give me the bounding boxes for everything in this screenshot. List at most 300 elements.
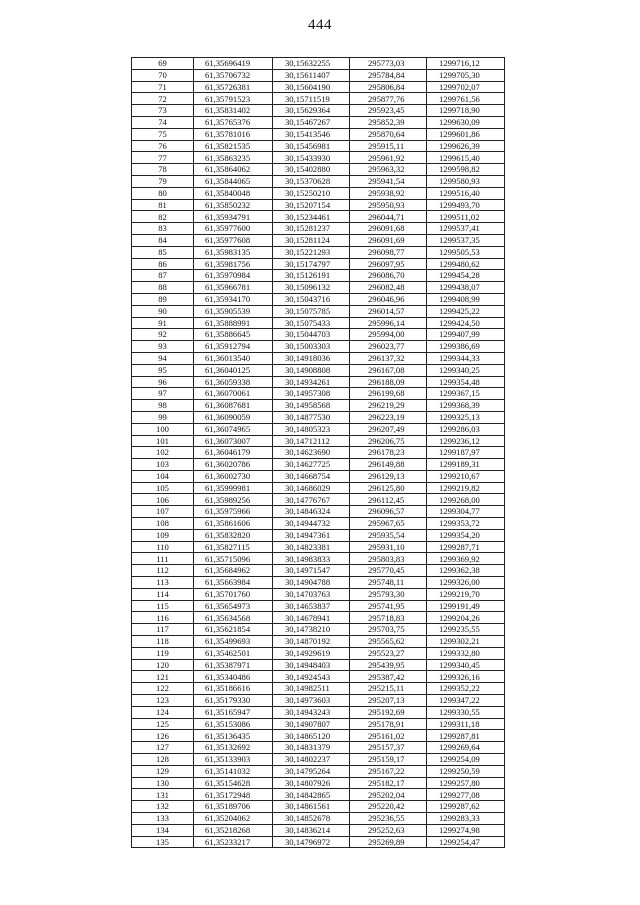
latitude-cell: 61,35840048 — [194, 187, 273, 199]
y-coordinate-cell: 1299353,72 — [427, 518, 505, 530]
table-row — [132, 706, 505, 718]
latitude-cell: 61,35654973 — [194, 600, 273, 612]
longitude-cell: 30,14943243 — [273, 706, 350, 718]
point-number-cell: 89 — [132, 293, 194, 305]
x-coordinate-cell: 295748,11 — [350, 577, 427, 589]
point-number-cell: 80 — [132, 187, 194, 199]
latitude-cell: 61,36059338 — [194, 376, 273, 388]
point-number-cell: 82 — [132, 211, 194, 223]
longitude-cell: 30,15370628 — [273, 175, 350, 187]
x-coordinate-cell: 295159,17 — [350, 754, 427, 766]
latitude-cell: 61,35136435 — [194, 730, 273, 742]
latitude-cell: 61,35844065 — [194, 175, 273, 187]
longitude-cell: 30,14877530 — [273, 411, 350, 423]
point-number-cell: 125 — [132, 718, 194, 730]
longitude-cell: 30,15043716 — [273, 293, 350, 305]
longitude-cell: 30,14957308 — [273, 388, 350, 400]
x-coordinate-cell: 295803,83 — [350, 553, 427, 565]
x-coordinate-cell: 295167,22 — [350, 765, 427, 777]
table-row — [132, 447, 505, 459]
y-coordinate-cell: 1299630,09 — [427, 116, 505, 128]
latitude-cell: 61,35726381 — [194, 81, 273, 93]
latitude-cell: 61,35791523 — [194, 93, 273, 105]
latitude-cell: 61,35989256 — [194, 494, 273, 506]
latitude-cell: 61,35634568 — [194, 612, 273, 624]
point-number-cell: 108 — [132, 518, 194, 530]
table-row — [132, 836, 505, 848]
table-row — [132, 765, 505, 777]
table-row — [132, 695, 505, 707]
table-row — [132, 187, 505, 199]
y-coordinate-cell: 1299511,02 — [427, 211, 505, 223]
y-coordinate-cell: 1299189,31 — [427, 459, 505, 471]
y-coordinate-cell: 1299250,59 — [427, 765, 505, 777]
latitude-cell: 61,35165947 — [194, 706, 273, 718]
y-coordinate-cell: 1299407,99 — [427, 329, 505, 341]
y-coordinate-cell: 1299219,70 — [427, 588, 505, 600]
table-row — [132, 529, 505, 541]
table-row — [132, 612, 505, 624]
table-row — [132, 789, 505, 801]
longitude-cell: 30,14703763 — [273, 588, 350, 600]
y-coordinate-cell: 1299219,82 — [427, 482, 505, 494]
table-row — [132, 577, 505, 589]
point-number-cell: 98 — [132, 400, 194, 412]
point-number-cell: 135 — [132, 836, 194, 848]
x-coordinate-cell: 296098,77 — [350, 246, 427, 258]
y-coordinate-cell: 1299354,48 — [427, 376, 505, 388]
latitude-cell: 61,35706732 — [194, 69, 273, 81]
y-coordinate-cell: 1299325,13 — [427, 411, 505, 423]
longitude-cell: 30,14686029 — [273, 482, 350, 494]
y-coordinate-cell: 1299408,99 — [427, 293, 505, 305]
latitude-cell: 61,35863235 — [194, 152, 273, 164]
longitude-cell: 30,15174797 — [273, 258, 350, 270]
table-row — [132, 317, 505, 329]
x-coordinate-cell: 295252,63 — [350, 824, 427, 836]
point-number-cell: 123 — [132, 695, 194, 707]
table-row — [132, 305, 505, 317]
x-coordinate-cell: 296223,19 — [350, 411, 427, 423]
y-coordinate-cell: 1299598,82 — [427, 164, 505, 176]
longitude-cell: 30,14807926 — [273, 777, 350, 789]
table-row — [132, 553, 505, 565]
x-coordinate-cell: 295935,54 — [350, 529, 427, 541]
longitude-cell: 30,15096132 — [273, 282, 350, 294]
x-coordinate-cell: 295931,10 — [350, 541, 427, 553]
point-number-cell: 76 — [132, 140, 194, 152]
x-coordinate-cell: 295877,76 — [350, 93, 427, 105]
point-number-cell: 85 — [132, 246, 194, 258]
y-coordinate-cell: 1299311,18 — [427, 718, 505, 730]
y-coordinate-cell: 1299283,33 — [427, 813, 505, 825]
latitude-cell: 61,36087681 — [194, 400, 273, 412]
table-row — [132, 199, 505, 211]
x-coordinate-cell: 296046,96 — [350, 293, 427, 305]
x-coordinate-cell: 296167,08 — [350, 364, 427, 376]
table-row — [132, 541, 505, 553]
x-coordinate-cell: 296086,70 — [350, 270, 427, 282]
table-row — [132, 105, 505, 117]
x-coordinate-cell: 296178,23 — [350, 447, 427, 459]
longitude-cell: 30,14947361 — [273, 529, 350, 541]
point-number-cell: 112 — [132, 565, 194, 577]
longitude-cell: 30,14712112 — [273, 435, 350, 447]
y-coordinate-cell: 1299269,64 — [427, 742, 505, 754]
longitude-cell: 30,14870192 — [273, 636, 350, 648]
latitude-cell: 61,35977600 — [194, 223, 273, 235]
table-row — [132, 494, 505, 506]
y-coordinate-cell: 1299210,67 — [427, 470, 505, 482]
y-coordinate-cell: 1299438,07 — [427, 282, 505, 294]
table-row — [132, 140, 505, 152]
latitude-cell: 61,35765376 — [194, 116, 273, 128]
y-coordinate-cell: 1299287,62 — [427, 801, 505, 813]
table-row — [132, 730, 505, 742]
longitude-cell: 30,14929619 — [273, 647, 350, 659]
point-number-cell: 126 — [132, 730, 194, 742]
table-row — [132, 411, 505, 423]
y-coordinate-cell: 1299191,49 — [427, 600, 505, 612]
table-row — [132, 813, 505, 825]
latitude-cell: 61,35701760 — [194, 588, 273, 600]
longitude-cell: 30,14796972 — [273, 836, 350, 848]
longitude-cell: 30,15281237 — [273, 223, 350, 235]
latitude-cell: 61,36074965 — [194, 423, 273, 435]
y-coordinate-cell: 1299332,80 — [427, 647, 505, 659]
y-coordinate-cell: 1299347,22 — [427, 695, 505, 707]
y-coordinate-cell: 1299287,71 — [427, 541, 505, 553]
latitude-cell: 61,35975966 — [194, 506, 273, 518]
table-row — [132, 128, 505, 140]
latitude-cell: 61,35977608 — [194, 234, 273, 246]
y-coordinate-cell: 1299235,55 — [427, 624, 505, 636]
x-coordinate-cell: 295439,95 — [350, 659, 427, 671]
point-number-cell: 78 — [132, 164, 194, 176]
table-row — [132, 565, 505, 577]
point-number-cell: 69 — [132, 58, 194, 70]
table-row — [132, 423, 505, 435]
point-number-cell: 133 — [132, 813, 194, 825]
point-number-cell: 100 — [132, 423, 194, 435]
latitude-cell: 61,36090059 — [194, 411, 273, 423]
y-coordinate-cell: 1299304,77 — [427, 506, 505, 518]
point-number-cell: 101 — [132, 435, 194, 447]
table-row — [132, 329, 505, 341]
point-number-cell: 113 — [132, 577, 194, 589]
latitude-cell: 61,35905539 — [194, 305, 273, 317]
y-coordinate-cell: 1299537,41 — [427, 223, 505, 235]
longitude-cell: 30,15433930 — [273, 152, 350, 164]
longitude-cell: 30,15604190 — [273, 81, 350, 93]
longitude-cell: 30,14805323 — [273, 423, 350, 435]
longitude-cell: 30,14934261 — [273, 376, 350, 388]
latitude-cell: 61,35850232 — [194, 199, 273, 211]
point-number-cell: 90 — [132, 305, 194, 317]
longitude-cell: 30,14846324 — [273, 506, 350, 518]
table-row — [132, 588, 505, 600]
y-coordinate-cell: 1299369,92 — [427, 553, 505, 565]
longitude-cell: 30,14738210 — [273, 624, 350, 636]
table-row — [132, 341, 505, 353]
table-row — [132, 659, 505, 671]
table-row — [132, 116, 505, 128]
x-coordinate-cell: 295923,45 — [350, 105, 427, 117]
table-row — [132, 234, 505, 246]
y-coordinate-cell: 1299601,86 — [427, 128, 505, 140]
x-coordinate-cell: 295387,42 — [350, 671, 427, 683]
point-number-cell: 79 — [132, 175, 194, 187]
point-number-cell: 95 — [132, 364, 194, 376]
table-row — [132, 683, 505, 695]
table-row — [132, 246, 505, 258]
table-row — [132, 435, 505, 447]
latitude-cell: 61,36013540 — [194, 352, 273, 364]
point-number-cell: 70 — [132, 69, 194, 81]
y-coordinate-cell: 1299204,26 — [427, 612, 505, 624]
longitude-cell: 30,15281124 — [273, 234, 350, 246]
x-coordinate-cell: 296023,77 — [350, 341, 427, 353]
x-coordinate-cell: 296188,09 — [350, 376, 427, 388]
table-row — [132, 459, 505, 471]
point-number-cell: 116 — [132, 612, 194, 624]
longitude-cell: 30,15629364 — [273, 105, 350, 117]
table-row — [132, 636, 505, 648]
latitude-cell: 61,35387971 — [194, 659, 273, 671]
point-number-cell: 132 — [132, 801, 194, 813]
latitude-cell: 61,35781016 — [194, 128, 273, 140]
x-coordinate-cell: 296091,68 — [350, 223, 427, 235]
latitude-cell: 61,36046179 — [194, 447, 273, 459]
latitude-cell: 61,36073007 — [194, 435, 273, 447]
y-coordinate-cell: 1299425,22 — [427, 305, 505, 317]
y-coordinate-cell: 1299516,40 — [427, 187, 505, 199]
longitude-cell: 30,15126191 — [273, 270, 350, 282]
y-coordinate-cell: 1299287,81 — [427, 730, 505, 742]
latitude-cell: 61,35204062 — [194, 813, 273, 825]
latitude-cell: 61,35715096 — [194, 553, 273, 565]
x-coordinate-cell: 296199,68 — [350, 388, 427, 400]
latitude-cell: 61,35861606 — [194, 518, 273, 530]
longitude-cell: 30,14958568 — [273, 400, 350, 412]
longitude-cell: 30,15611407 — [273, 69, 350, 81]
point-number-cell: 91 — [132, 317, 194, 329]
y-coordinate-cell: 1299386,69 — [427, 341, 505, 353]
latitude-cell: 61,35696419 — [194, 58, 273, 70]
longitude-cell: 30,15075433 — [273, 317, 350, 329]
point-number-cell: 87 — [132, 270, 194, 282]
longitude-cell: 30,15075785 — [273, 305, 350, 317]
table-row — [132, 754, 505, 766]
x-coordinate-cell: 295870,64 — [350, 128, 427, 140]
x-coordinate-cell: 295269,89 — [350, 836, 427, 848]
point-number-cell: 111 — [132, 553, 194, 565]
y-coordinate-cell: 1299254,09 — [427, 754, 505, 766]
y-coordinate-cell: 1299326,00 — [427, 577, 505, 589]
longitude-cell: 30,14627725 — [273, 459, 350, 471]
x-coordinate-cell: 295565,62 — [350, 636, 427, 648]
x-coordinate-cell: 295967,65 — [350, 518, 427, 530]
longitude-cell: 30,14982511 — [273, 683, 350, 695]
point-number-cell: 134 — [132, 824, 194, 836]
y-coordinate-cell: 1299368,39 — [427, 400, 505, 412]
x-coordinate-cell: 296112,45 — [350, 494, 427, 506]
x-coordinate-cell: 295161,02 — [350, 730, 427, 742]
longitude-cell: 30,14623690 — [273, 447, 350, 459]
table-row — [132, 718, 505, 730]
table-row — [132, 388, 505, 400]
latitude-cell: 61,35827115 — [194, 541, 273, 553]
y-coordinate-cell: 1299326,16 — [427, 671, 505, 683]
x-coordinate-cell: 295741,95 — [350, 600, 427, 612]
y-coordinate-cell: 1299761,56 — [427, 93, 505, 105]
x-coordinate-cell: 296044,71 — [350, 211, 427, 223]
latitude-cell: 61,36040125 — [194, 364, 273, 376]
y-coordinate-cell: 1299344,33 — [427, 352, 505, 364]
longitude-cell: 30,14973603 — [273, 695, 350, 707]
table-row — [132, 69, 505, 81]
latitude-cell: 61,35189706 — [194, 801, 273, 813]
longitude-cell: 30,15207154 — [273, 199, 350, 211]
point-number-cell: 107 — [132, 506, 194, 518]
longitude-cell: 30,15221293 — [273, 246, 350, 258]
longitude-cell: 30,14944732 — [273, 518, 350, 530]
y-coordinate-cell: 1299286,03 — [427, 423, 505, 435]
latitude-cell: 61,35999981 — [194, 482, 273, 494]
latitude-cell: 61,35888991 — [194, 317, 273, 329]
y-coordinate-cell: 1299505,53 — [427, 246, 505, 258]
table-row — [132, 647, 505, 659]
point-number-cell: 122 — [132, 683, 194, 695]
longitude-cell: 30,15632255 — [273, 58, 350, 70]
x-coordinate-cell: 295157,37 — [350, 742, 427, 754]
y-coordinate-cell: 1299537,35 — [427, 234, 505, 246]
x-coordinate-cell: 295961,92 — [350, 152, 427, 164]
point-number-cell: 75 — [132, 128, 194, 140]
point-number-cell: 105 — [132, 482, 194, 494]
latitude-cell: 61,35153086 — [194, 718, 273, 730]
latitude-cell: 61,35934791 — [194, 211, 273, 223]
x-coordinate-cell: 295523,27 — [350, 647, 427, 659]
table-row — [132, 376, 505, 388]
point-number-cell: 129 — [132, 765, 194, 777]
longitude-cell: 30,14802237 — [273, 754, 350, 766]
y-coordinate-cell: 1299268,00 — [427, 494, 505, 506]
point-number-cell: 93 — [132, 341, 194, 353]
y-coordinate-cell: 1299716,12 — [427, 58, 505, 70]
y-coordinate-cell: 1299626,39 — [427, 140, 505, 152]
point-number-cell: 131 — [132, 789, 194, 801]
point-number-cell: 72 — [132, 93, 194, 105]
y-coordinate-cell: 1299615,40 — [427, 152, 505, 164]
latitude-cell: 61,35831402 — [194, 105, 273, 117]
point-number-cell: 71 — [132, 81, 194, 93]
x-coordinate-cell: 295994,00 — [350, 329, 427, 341]
x-coordinate-cell: 295806,84 — [350, 81, 427, 93]
x-coordinate-cell: 295950,93 — [350, 199, 427, 211]
point-number-cell: 130 — [132, 777, 194, 789]
x-coordinate-cell: 295718,83 — [350, 612, 427, 624]
point-number-cell: 128 — [132, 754, 194, 766]
y-coordinate-cell: 1299257,80 — [427, 777, 505, 789]
latitude-cell: 61,35684962 — [194, 565, 273, 577]
table-row — [132, 211, 505, 223]
y-coordinate-cell: 1299330,55 — [427, 706, 505, 718]
latitude-cell: 61,35886645 — [194, 329, 273, 341]
table-row — [132, 293, 505, 305]
longitude-cell: 30,14908808 — [273, 364, 350, 376]
latitude-cell: 61,35981756 — [194, 258, 273, 270]
x-coordinate-cell: 295215,11 — [350, 683, 427, 695]
x-coordinate-cell: 295784,84 — [350, 69, 427, 81]
point-number-cell: 110 — [132, 541, 194, 553]
table-row — [132, 742, 505, 754]
table-row — [132, 352, 505, 364]
point-number-cell: 77 — [132, 152, 194, 164]
table-row — [132, 58, 505, 70]
table-row — [132, 824, 505, 836]
point-number-cell: 84 — [132, 234, 194, 246]
point-number-cell: 94 — [132, 352, 194, 364]
longitude-cell: 30,14653837 — [273, 600, 350, 612]
longitude-cell: 30,14823381 — [273, 541, 350, 553]
y-coordinate-cell: 1299340,45 — [427, 659, 505, 671]
x-coordinate-cell: 296219,29 — [350, 400, 427, 412]
point-number-cell: 102 — [132, 447, 194, 459]
point-number-cell: 119 — [132, 647, 194, 659]
x-coordinate-cell: 295202,04 — [350, 789, 427, 801]
longitude-cell: 30,14948403 — [273, 659, 350, 671]
point-number-cell: 103 — [132, 459, 194, 471]
latitude-cell: 61,35821535 — [194, 140, 273, 152]
table-row — [132, 671, 505, 683]
x-coordinate-cell: 295703,75 — [350, 624, 427, 636]
x-coordinate-cell: 295192,69 — [350, 706, 427, 718]
table-row — [132, 270, 505, 282]
point-number-cell: 106 — [132, 494, 194, 506]
table-row — [132, 164, 505, 176]
x-coordinate-cell: 295793,30 — [350, 588, 427, 600]
y-coordinate-cell: 1299340,25 — [427, 364, 505, 376]
latitude-cell: 61,35912794 — [194, 341, 273, 353]
table-row — [132, 282, 505, 294]
latitude-cell: 61,35218268 — [194, 824, 273, 836]
table-row — [132, 801, 505, 813]
latitude-cell: 61,35462501 — [194, 647, 273, 659]
longitude-cell: 30,14907807 — [273, 718, 350, 730]
table-row — [132, 175, 505, 187]
latitude-cell: 61,35172948 — [194, 789, 273, 801]
x-coordinate-cell: 295236,55 — [350, 813, 427, 825]
x-coordinate-cell: 296091,69 — [350, 234, 427, 246]
y-coordinate-cell: 1299236,12 — [427, 435, 505, 447]
y-coordinate-cell: 1299702,07 — [427, 81, 505, 93]
latitude-cell: 61,36070061 — [194, 388, 273, 400]
table-row — [132, 482, 505, 494]
x-coordinate-cell: 295773,03 — [350, 58, 427, 70]
latitude-cell: 61,35179330 — [194, 695, 273, 707]
point-number-cell: 124 — [132, 706, 194, 718]
coordinates-table-body — [132, 58, 505, 848]
point-number-cell: 120 — [132, 659, 194, 671]
table-row — [132, 81, 505, 93]
point-number-cell: 92 — [132, 329, 194, 341]
latitude-cell: 61,36002730 — [194, 470, 273, 482]
y-coordinate-cell: 1299424,50 — [427, 317, 505, 329]
longitude-cell: 30,14668754 — [273, 470, 350, 482]
y-coordinate-cell: 1299354,20 — [427, 529, 505, 541]
x-coordinate-cell: 296137,32 — [350, 352, 427, 364]
